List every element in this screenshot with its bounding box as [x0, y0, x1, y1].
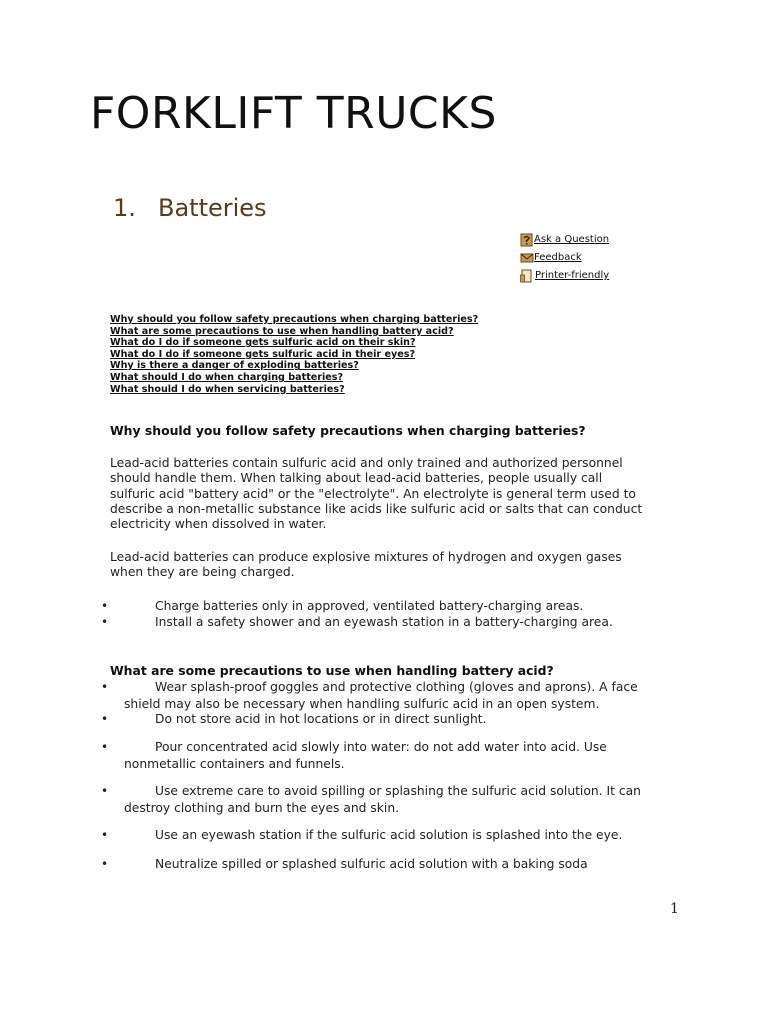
toc-link[interactable]: What do I do if someone gets sulfuric acid in their eyes?	[110, 348, 416, 360]
list-item-text: Do not store acid in hot locations or in direct sunlight.	[155, 712, 487, 726]
toc-link[interactable]: What do I do if someone gets sulfuric acid on their skin?	[110, 337, 416, 349]
paragraph-explosive-gases: Lead-acid batteries can produce explosive mixtures of hydrogen and oxygen gases when they are being charged.	[110, 550, 622, 580]
bullet-icon: •	[101, 857, 109, 871]
bullet-icon: •	[101, 784, 109, 798]
ask-question-link-row	[520, 234, 680, 251]
toc-link[interactable]: Why should you follow safety precautions when charging batteries?	[110, 314, 479, 325]
bullet-icon: •	[101, 615, 109, 629]
bullet-icon: •	[101, 680, 109, 694]
toc-link[interactable]: What are some precautions to use when handling battery acid?	[110, 325, 454, 337]
list-item-text: Charge batteries only in approved, ventilated battery-charging areas.	[155, 599, 584, 613]
bullet-icon: •	[101, 740, 109, 754]
list-item-text: Pour concentrated acid slowly into water: do not add water into acid. Use nonmetallic containers and funnels.	[124, 740, 607, 771]
list-item-text: Use extreme care to avoid spilling or splashing the sulfuric acid solution. It can destroy clothing and burn the eyes and skin.	[124, 784, 641, 815]
table-of-contents	[110, 314, 530, 395]
section-heading	[113, 194, 267, 222]
list-item-text: Wear splash-proof goggles and protective clothing (gloves and aprons). A face shield may also be necessary when handling sulfuric acid in an open system.	[124, 680, 638, 711]
toc-link[interactable]: What should I do when servicing batteries?	[110, 383, 345, 395]
list-item-text: Install a safety shower and an eyewash station in a battery-charging area.	[155, 615, 613, 629]
list-item-text: Neutralize spilled or splashed sulfuric acid solution with a baking soda	[155, 857, 588, 871]
bullet-icon: •	[101, 712, 109, 726]
question-heading-charging: Why should you follow safety precautions when charging batteries?	[110, 423, 586, 438]
paragraph-lead-acid: Lead-acid batteries contain sulfuric acid and only trained and authorized personnel should handle them. When talking about lead-acid batteries, people usually call sulfuric acid "battery acid" or the "electrolyte". An electrolyte is general term used to describe a non-metallic substance like acids like sulfuric acid or salts that can conduct electricity when dissolved in water.	[110, 456, 643, 532]
printer-friendly-link[interactable]: Printer-friendly	[535, 270, 610, 281]
bullet-icon: •	[101, 828, 109, 842]
question-heading-acid: What are some precautions to use when handling battery acid?	[110, 663, 554, 678]
toc-link[interactable]: Why is there a danger of exploding batteries?	[110, 360, 359, 372]
feedback-link[interactable]: Feedback	[534, 252, 582, 263]
page-number: 1	[670, 901, 679, 917]
side-links	[520, 234, 680, 288]
feedback-icon	[520, 251, 534, 265]
printer-link-row	[520, 270, 680, 287]
ask-question-link[interactable]: Ask a Question	[534, 234, 610, 245]
printer-icon	[520, 269, 534, 283]
section-number: 1.	[113, 194, 136, 222]
document-title: FORKLIFT TRUCKS	[90, 88, 497, 139]
bullet-icon: •	[101, 599, 109, 613]
toc-link[interactable]: What should I do when charging batteries?	[110, 371, 344, 383]
question-icon	[520, 233, 534, 247]
list-item-text: Use an eyewash station if the sulfuric acid solution is splashed into the eye.	[155, 828, 623, 842]
feedback-link-row	[520, 252, 680, 269]
section-title: Batteries	[158, 194, 267, 222]
